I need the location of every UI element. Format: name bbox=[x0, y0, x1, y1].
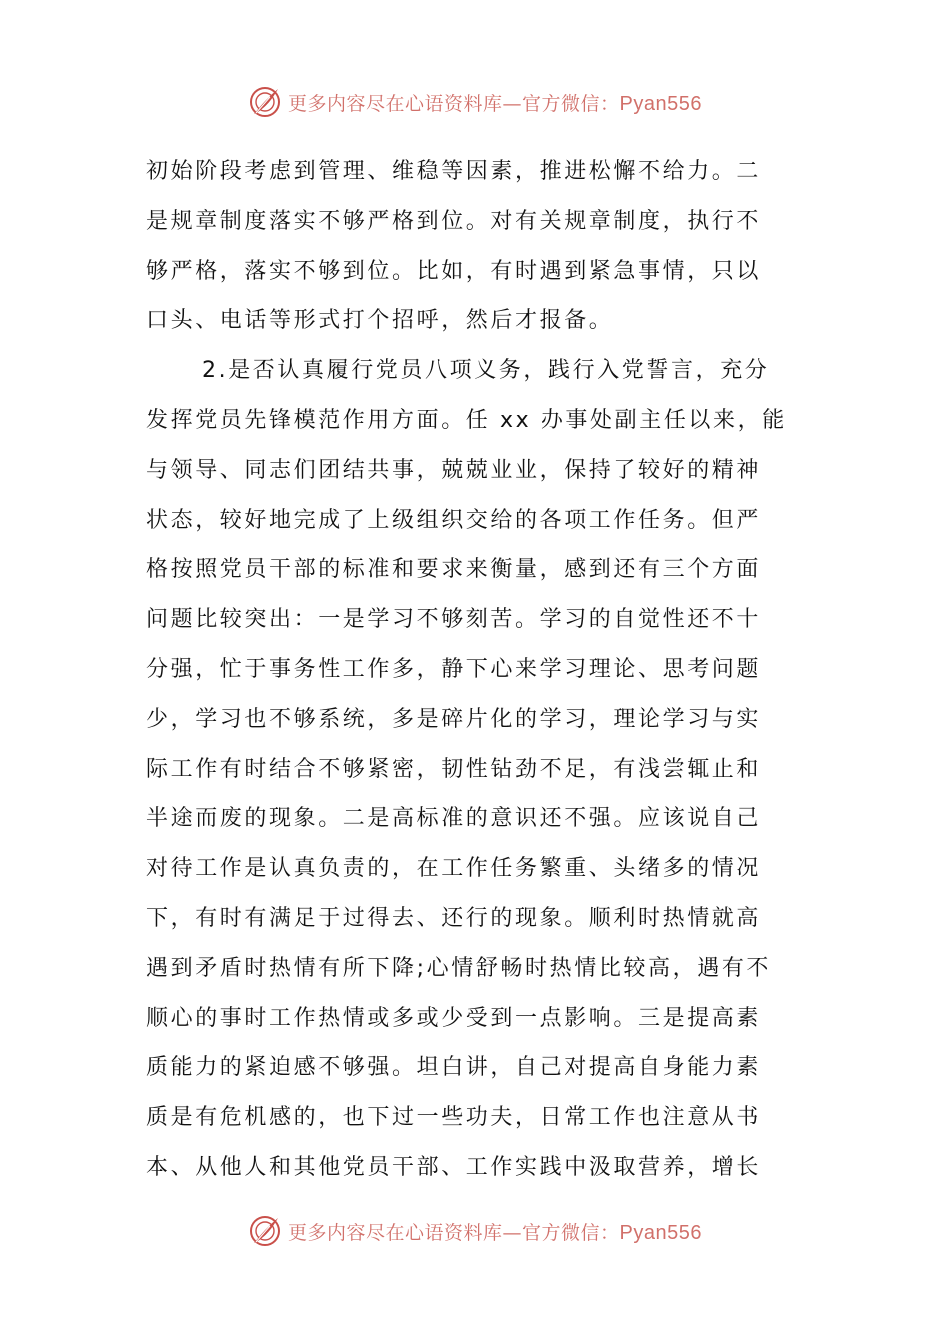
text-line: 格按照党员干部的标准和要求来衡量，感到还有三个方面 bbox=[146, 557, 762, 583]
text-line: 与领导、同志们团结共事，兢兢业业，保持了较好的精神 bbox=[146, 457, 762, 483]
header-watermark-text: 更多内容尽在心语资料库—官方微信：Pyan556 bbox=[288, 92, 702, 115]
text-line: 对待工作是认真负责的，在工作任务繁重、头绪多的情况 bbox=[146, 856, 762, 882]
text-line: 够严格，落实不够到位。比如，有时遇到紧急事情，只以 bbox=[146, 258, 762, 284]
footer-watermark-text: 更多内容尽在心语资料库—官方微信：Pyan556 bbox=[288, 1221, 702, 1244]
quill-logo-icon bbox=[248, 85, 282, 119]
text-line: 际工作有时结合不够紧密，韧性钻劲不足，有浅尝辄止和 bbox=[146, 756, 762, 782]
document-body bbox=[146, 147, 806, 1193]
text-line: 分强，忙于事务性工作多，静下心来学习理论、思考问题 bbox=[146, 656, 762, 682]
text-line: 半途而废的现象。二是高标准的意识还不强。应该说自己 bbox=[146, 806, 762, 832]
text-line: 下，有时有满足于过得去、还行的现象。顺利时热情就高 bbox=[146, 905, 762, 931]
text-line: 遇到矛盾时热情有所下降;心情舒畅时热情比较高，遇有不 bbox=[146, 955, 772, 981]
footer-watermark-id: Pyan556 bbox=[619, 1221, 702, 1244]
text-line: 质能力的紧迫感不够强。坦白讲，自己对提高自身能力素 bbox=[146, 1055, 762, 1081]
text-line: 顺心的事时工作热情或多或少受到一点影响。三是提高素 bbox=[146, 1005, 762, 1031]
header-watermark bbox=[0, 80, 950, 124]
text-line: 状态，较好地完成了上级组织交给的各项工作任务。但严 bbox=[146, 507, 762, 533]
text-line: 少，学习也不够系统，多是碎片化的学习，理论学习与实 bbox=[146, 706, 762, 732]
text-line: 口头、电话等形式打个招呼，然后才报备。 bbox=[146, 308, 614, 334]
text-line: 发挥党员先锋模范作用方面。任 xx 办事处副主任以来，能 bbox=[146, 407, 787, 433]
paragraph-start-line: 2.是否认真履行党员八项义务，践行入党誓言，充分 bbox=[202, 358, 770, 384]
text-line: 本、从他人和其他党员干部、工作实践中汲取营养，增长 bbox=[146, 1154, 762, 1180]
text-line: 是规章制度落实不够严格到位。对有关规章制度，执行不 bbox=[146, 208, 762, 234]
text-line: 质是有危机感的，也下过一些功夫，日常工作也注意从书 bbox=[146, 1105, 762, 1131]
text-line: 初始阶段考虑到管理、维稳等因素，推进松懈不给力。二 bbox=[146, 159, 762, 184]
quill-logo-icon bbox=[248, 1214, 282, 1248]
text-line: 问题比较突出：一是学习不够刻苦。学习的自觉性还不十 bbox=[146, 607, 762, 633]
header-watermark-id: Pyan556 bbox=[619, 92, 702, 115]
footer-watermark bbox=[0, 1209, 950, 1253]
